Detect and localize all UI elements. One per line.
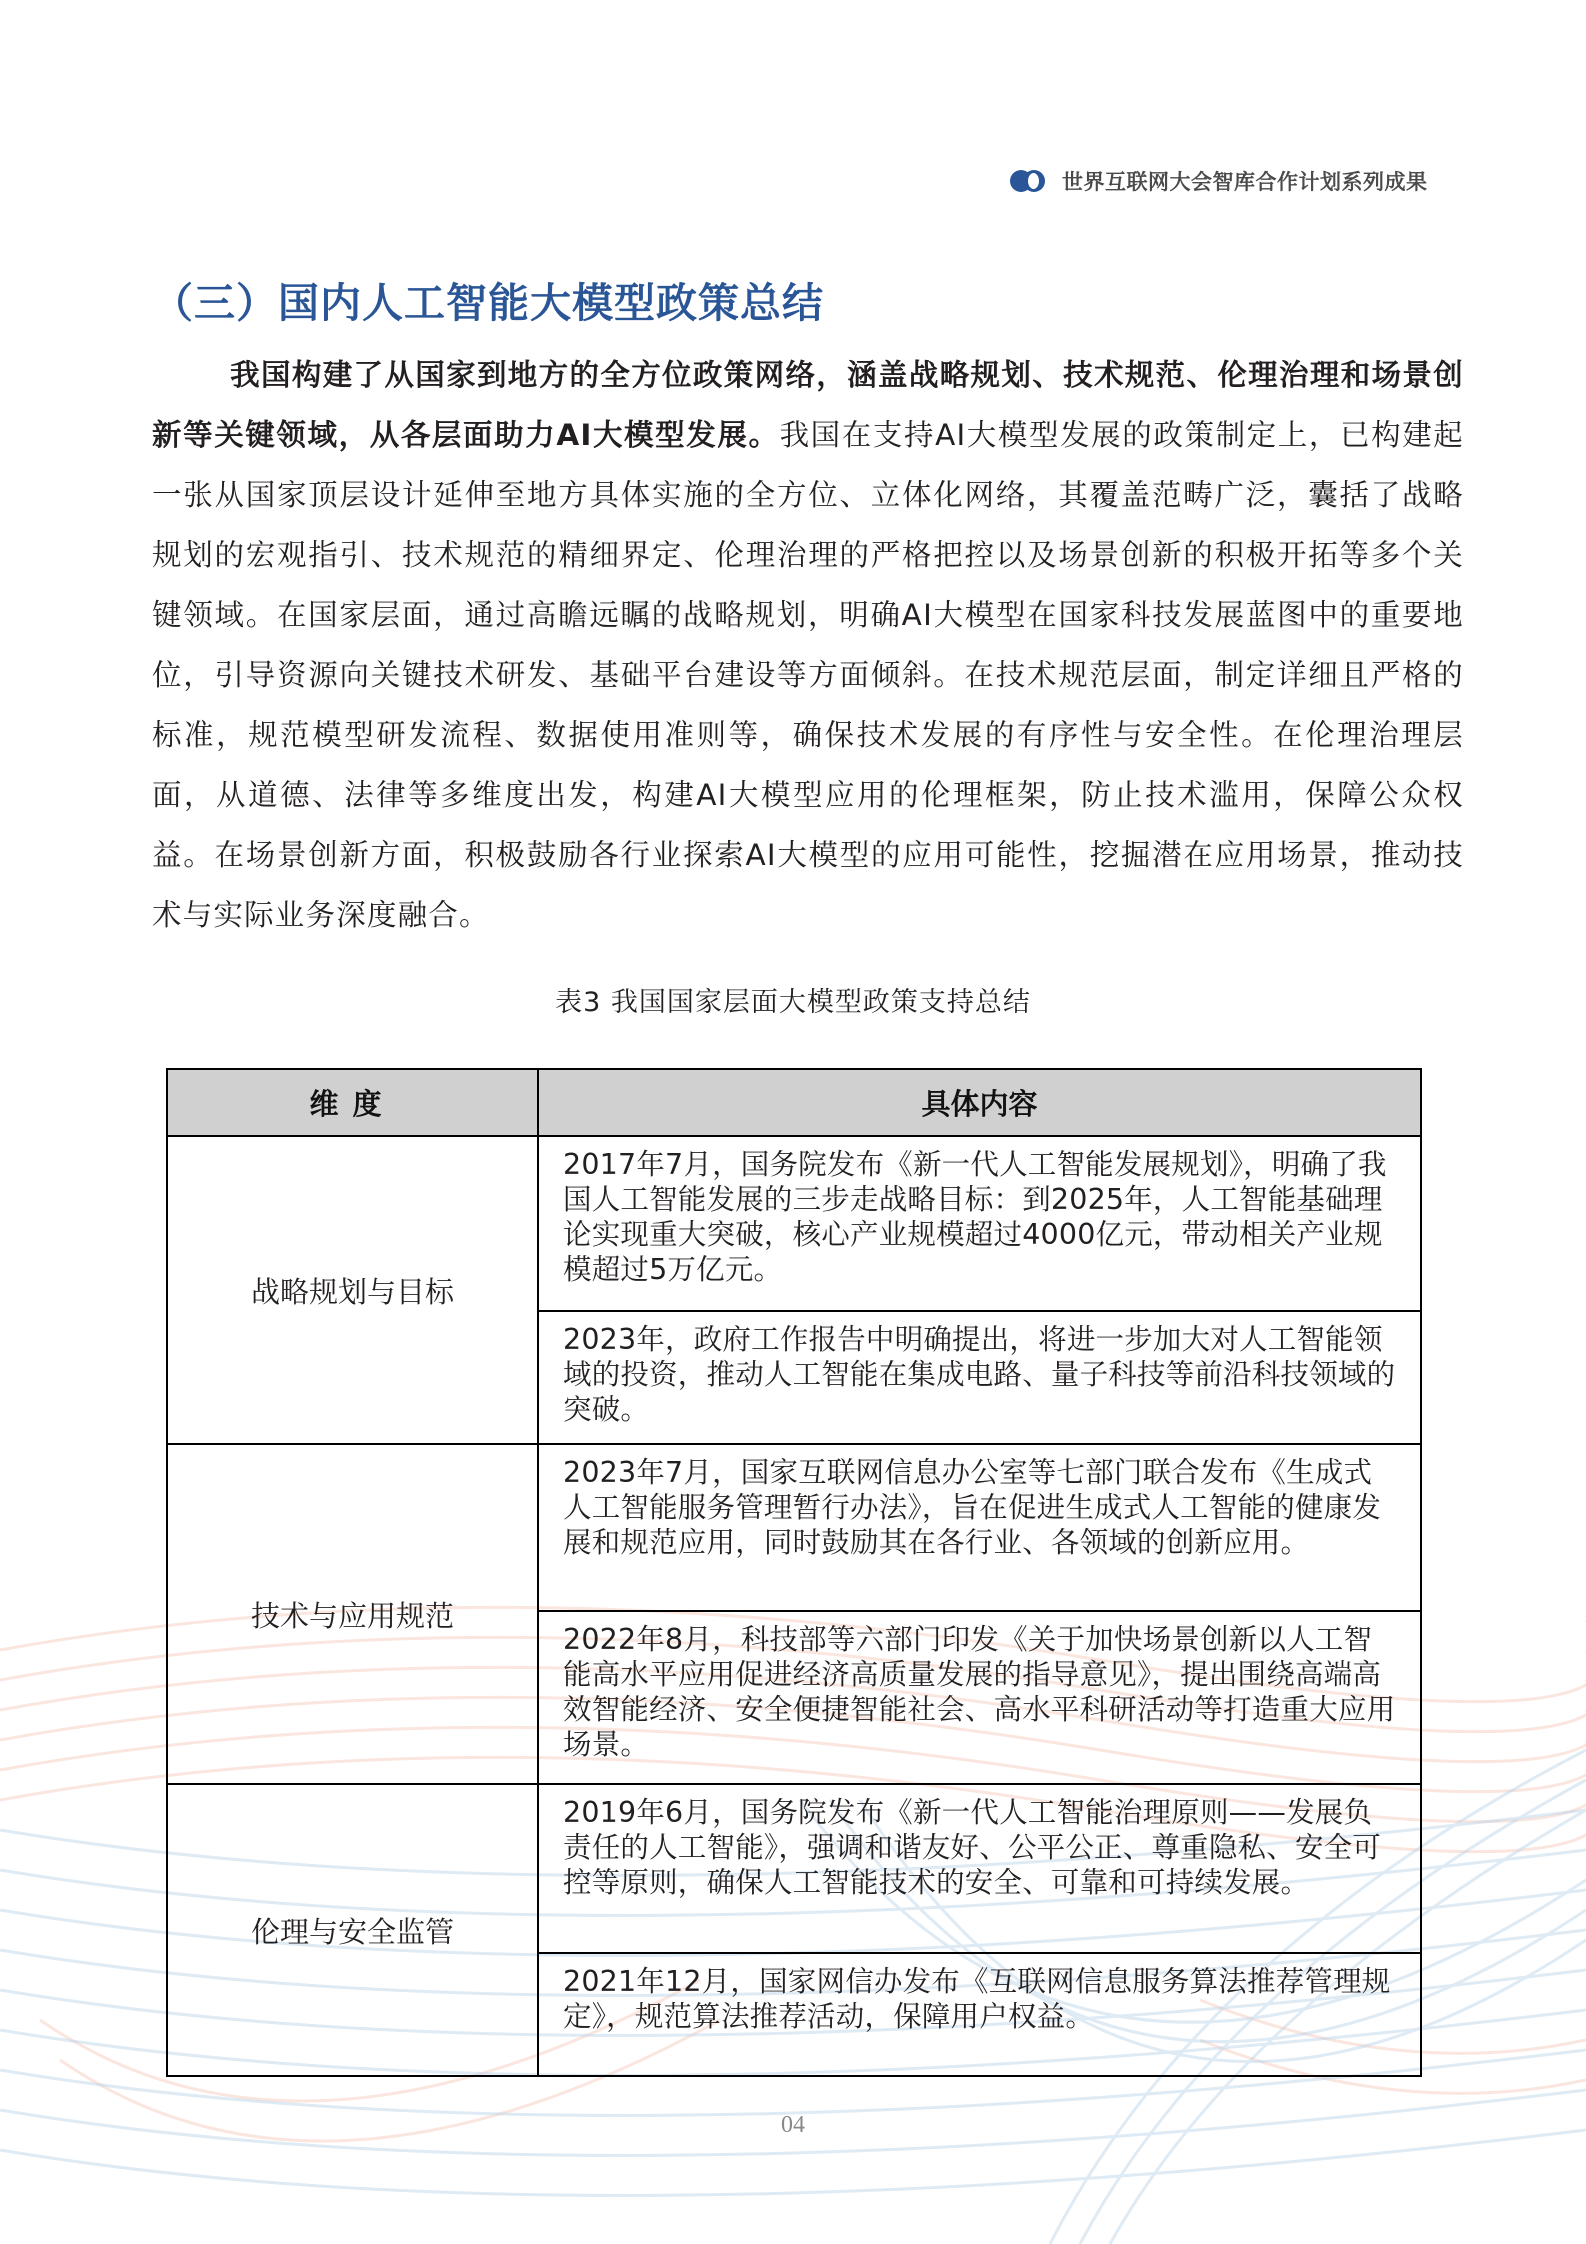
table-caption: 表3 我国国家层面大模型政策支持总结 xyxy=(555,987,1031,1018)
running-header-title: 世界互联网大会智库合作计划系列成果 xyxy=(1062,170,1428,194)
paragraph-body: 我国在支持AI大模型发展的政策制定上，已构建起一张从国家顶层设计延伸至地方具体实施的全方位、立体化网络，其覆盖范畴广泛，囊括了战略规划的宏观指引、技术规范的精细界定、伦理治理的严格把控以及场景创新的积极开拓等多个关键领域。在国家层面，通过高瞻远瞩的战略规划，明确AI大模型在国家科技发展蓝图中的重要地位，引导资源向关键技术研发、基础平台建设等方面倾斜。在技术规范层面，制定详细且严格的标准，规范模型研发流程、数据使用准则等，确保技术发展的有序性与安全性。在伦理治理层面，从道德、法律等多维度出发，构建AI大模型应用的伦理框架，防止技术滥用，保障公众权益。在场景创新方面，积极鼓励各行业探索AI大模型的应用可能性，挖掘潜在应用场景，推动技术与实际业务深度融合。 xyxy=(152,418,1464,932)
section-title: （三）国内人工智能大模型政策总结 xyxy=(152,279,824,327)
column-header-content: 具体内容 xyxy=(538,1069,1421,1136)
running-header xyxy=(1010,164,1428,198)
table-row xyxy=(167,1136,1421,1311)
dimension-cell: 伦理与安全监管 xyxy=(167,1784,538,2076)
content-cell: 2023年，政府工作报告中明确提出，将进一步加大对人工智能领域的投资，推动人工智能在集成电路、量子科技等前沿科技领域的突破。 xyxy=(538,1311,1421,1444)
paragraph-lead-bold: 我国构建了从国家到地方的全方位政策网络，涵盖战略规划、技术规范、伦理治理和场景创新等关键领域，从各层面助力AI大模型发展。 xyxy=(152,358,1464,452)
content-cell: 2019年6月，国务院发布《新一代人工智能治理原则——发展负责任的人工智能》，强调和谐友好、公平公正、尊重隐私、安全可控等原则，确保人工智能技术的安全、可靠和可持续发展。 xyxy=(538,1784,1421,1953)
policy-summary-table xyxy=(166,1068,1422,2077)
column-header-dimension: 维度 xyxy=(167,1069,538,1136)
content-cell: 2022年8月，科技部等六部门印发《关于加快场景创新以人工智能高水平应用促进经济高质量发展的指导意见》，提出围绕高端高效智能经济、安全便捷智能社会、高水平科研活动等打造重大应用场景。 xyxy=(538,1611,1421,1784)
table-row xyxy=(167,1444,1421,1611)
page-number: 04 xyxy=(781,2112,805,2138)
content-cell: 2017年7月，国务院发布《新一代人工智能发展规划》，明确了我国人工智能发展的三步走战略目标：到2025年，人工智能基础理论实现重大突破，核心产业规模超过4000亿元，带动相关产业规模超过5万亿元。 xyxy=(538,1136,1421,1311)
table-header-row xyxy=(167,1069,1421,1136)
dimension-cell: 技术与应用规范 xyxy=(167,1444,538,1784)
content-cell: 2023年7月，国家互联网信息办公室等七部门联合发布《生成式人工智能服务管理暂行办法》，旨在促进生成式人工智能的健康发展和规范应用，同时鼓励其在各行业、各领域的创新应用。 xyxy=(538,1444,1421,1611)
double-circle-logo-icon xyxy=(1010,170,1046,192)
body-paragraph xyxy=(152,345,1464,945)
content-cell: 2021年12月，国家网信办发布《互联网信息服务算法推荐管理规定》，规范算法推荐活动，保障用户权益。 xyxy=(538,1953,1421,2076)
dimension-cell: 战略规划与目标 xyxy=(167,1136,538,1444)
table-row xyxy=(167,1784,1421,1953)
